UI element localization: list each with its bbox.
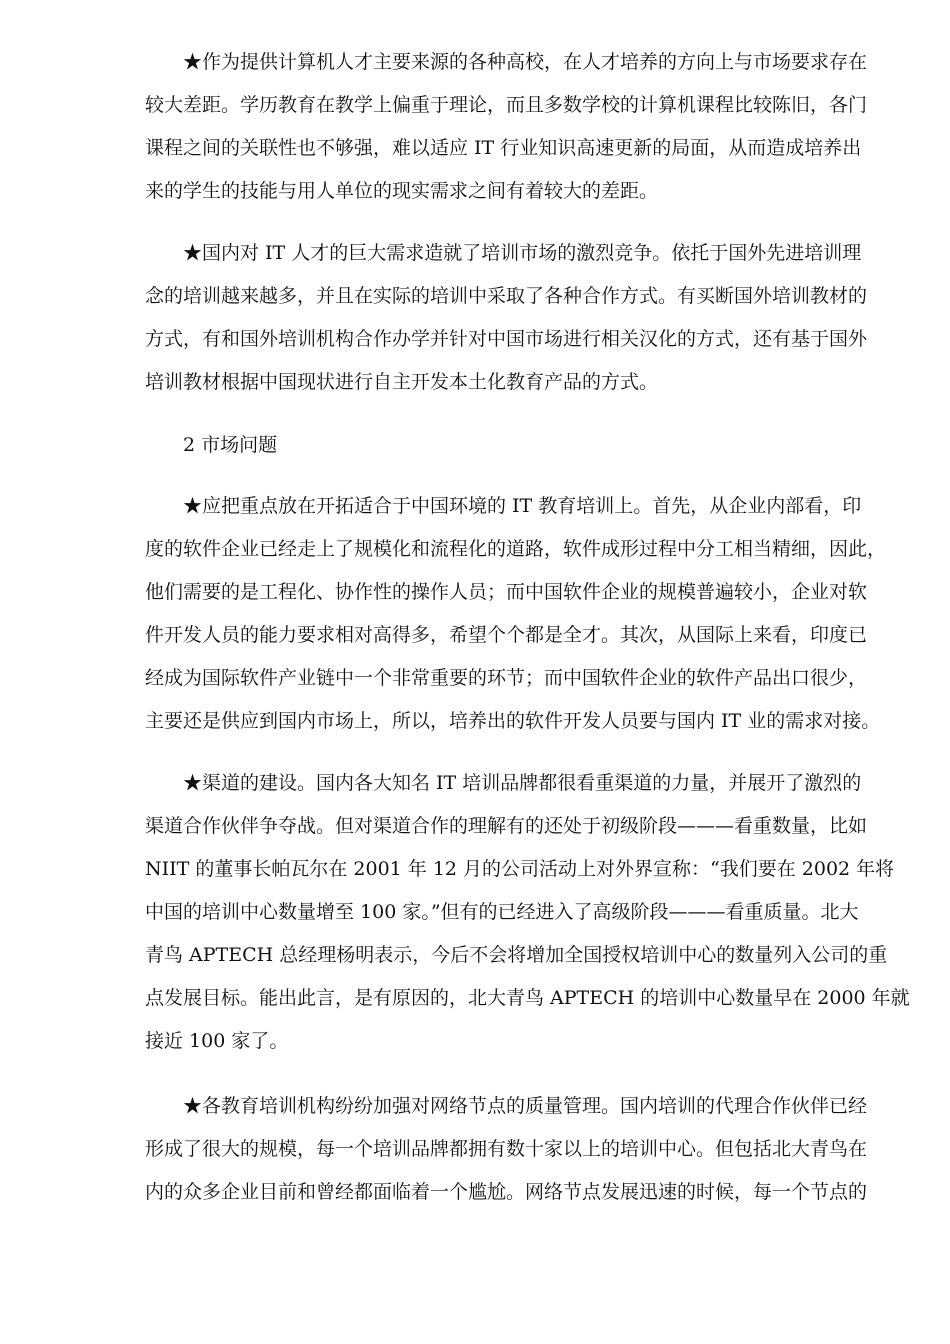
paragraph-line: 培训教材根据中国现状进行自主开发本土化教育产品的方式。 [145,371,659,393]
paragraph-line: 件开发人员的能力要求相对高得多，希望个个都是全才。其次，从国际上来看，印度已 [145,624,868,646]
paragraph-line: 来的学生的技能与用人单位的现实需求之间有着较大的差距。 [145,180,659,202]
paragraph-line: ★国内对 IT 人才的巨大需求造就了培训市场的激烈竞争。依托于国外先进培训理 [183,242,862,264]
paragraph-line: 他们需要的是工程化、协作性的操作人员；而中国软件企业的规模普遍较小，企业对软 [145,581,868,603]
paragraph-focus-china-it [145,485,887,743]
paragraph-line: 形成了很大的规模，每一个培训品牌都拥有数十家以上的培训中心。但包括北大青鸟在 [145,1138,868,1160]
paragraph-line: 青鸟 APTECH 总经理杨明表示，今后不会将增加全国授权培训中心的数量列入公司的重 [145,944,888,966]
paragraph-line: ★各教育培训机构纷纷加强对网络节点的质量管理。国内培训的代理合作伙伴已经 [183,1095,868,1117]
paragraph-line: 课程之间的关联性也不够强，难以适应 IT 行业知识高速更新的局面，从而造成培养出 [145,137,862,159]
paragraph-line: 较大差距。学历教育在教学上偏重于理论，而且多数学校的计算机课程比较陈旧，各门 [145,94,868,116]
paragraph-line: 中国的培训中心数量增至 100 家。”但有的已经进入了高级阶段———看重质量。北大 [145,901,859,923]
paragraph-line: 念的培训越来越多，并且在实际的培训中采取了各种合作方式。有买断国外培训教材的 [145,285,868,307]
paragraph-network-node-quality [145,1085,880,1214]
paragraph-training-competition [145,232,880,404]
paragraph-channel-building [145,762,910,1063]
paragraph-line: 点发展目标。能出此言，是有原因的，北大青鸟 APTECH 的培训中心数量早在 2000 年就 [145,987,910,1009]
paragraph-line: 接近 100 家了。 [145,1030,289,1052]
paragraph-line: 方式，有和国外培训机构合作办学并针对中国市场进行相关汉化的方式，还有基于国外 [145,328,868,350]
paragraph-line: ★渠道的建设。国内各大知名 IT 培训品牌都很看重渠道的力量，并展开了激烈的 [183,772,862,794]
section-heading: 2 市场问题 [183,434,278,456]
paragraph-line: 经成为国际软件产业链中一个非常重要的环节；而中国软件企业的软件产品出口很少， [145,667,868,689]
paragraph-line: ★应把重点放在开拓适合于中国环境的 IT 教育培训上。首先，从企业内部看，印 [183,495,862,517]
paragraph-university-gap [145,41,880,213]
paragraph-line: 主要还是供应到国内市场上，所以，培养出的软件开发人员要与国内 IT 业的需求对接。 [145,710,881,732]
paragraph-line: 渠道合作伙伴争夺战。但对渠道合作的理解有的还处于初级阶段———看重数量，比如 [145,815,868,837]
paragraph-line: NIIT 的董事长帕瓦尔在 2001 年 12 月的公司活动上对外界宣称：“我们要在 2002 年将 [145,858,895,880]
paragraph-line: ★作为提供计算机人才主要来源的各种高校，在人才培养的方向上与市场要求存在 [183,51,868,73]
paragraph-line: 内的众多企业目前和曾经都面临着一个尴尬。网络节点发展迅速的时候，每一个节点的 [145,1181,868,1203]
paragraph-line: 度的软件企业已经走上了规模化和流程化的道路，软件成形过程中分工相当精细，因此， [145,538,887,560]
